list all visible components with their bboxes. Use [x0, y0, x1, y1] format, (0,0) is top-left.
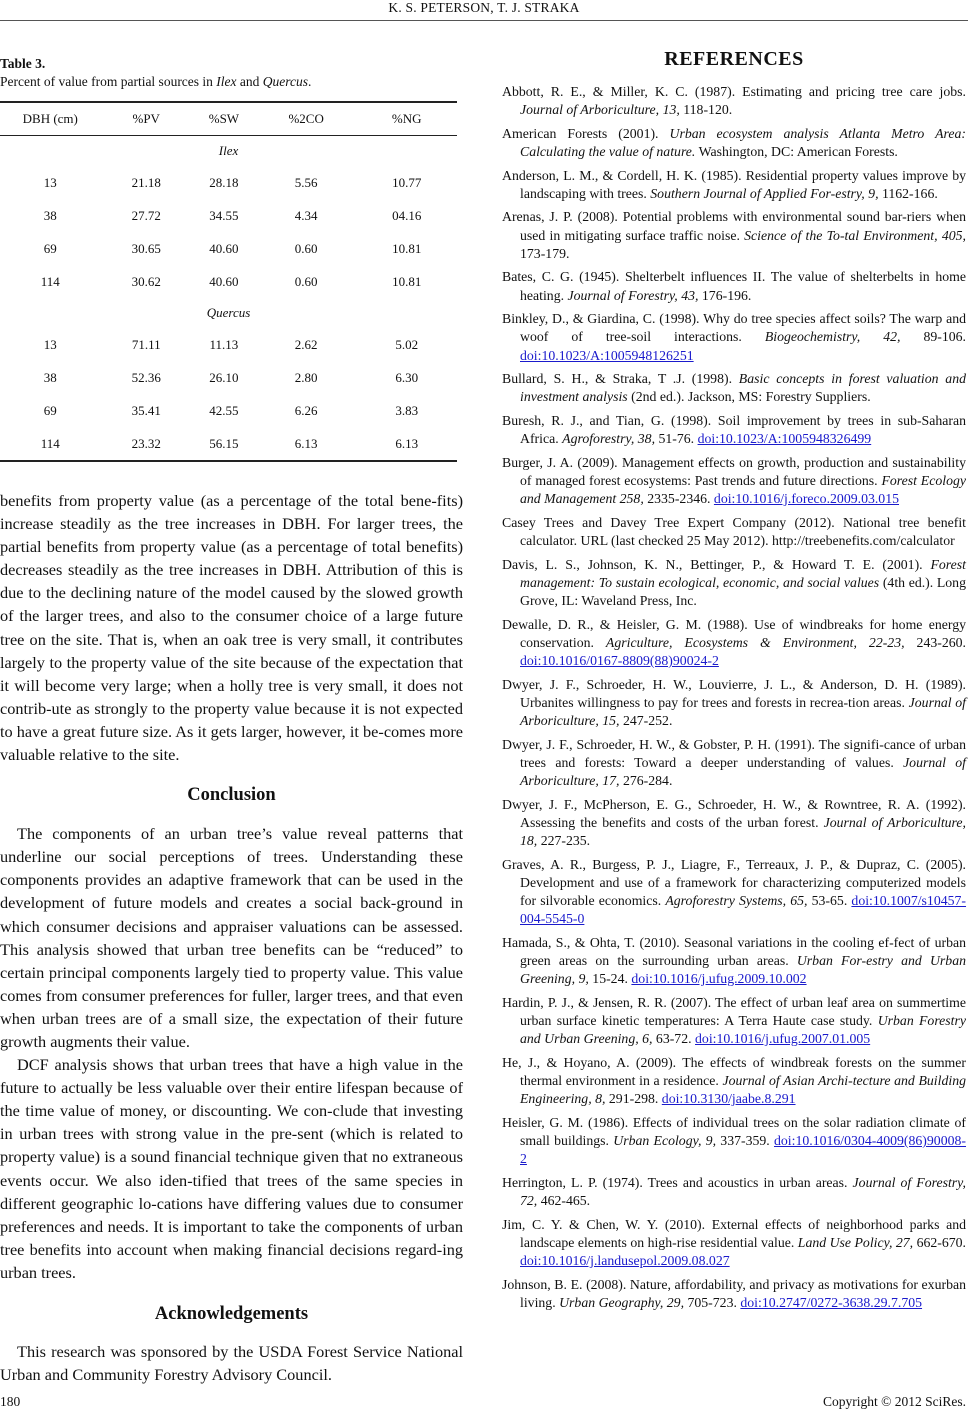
caption-text: Percent of value from partial sources in	[0, 74, 217, 89]
caption-species-quercus: Quercus	[262, 74, 309, 89]
left-column	[0, 55, 463, 1386]
reference-source: Urban Geography, 29,	[559, 1294, 685, 1310]
right-column	[502, 48, 966, 1317]
reference-text: Heisler, G. M. (1986). Effects of individual trees on the solar radiation climate of small buildings.	[502, 1114, 966, 1148]
reference-text: Washington, DC: American Forests.	[695, 144, 898, 159]
caption-and: and	[236, 74, 263, 89]
table-label: Table 3.	[0, 56, 46, 71]
reference-text: 247-252.	[619, 712, 673, 728]
doi-link[interactable]: doi:10.1023/A:1005948326499	[697, 431, 872, 447]
table-header-row	[0, 102, 457, 136]
reference-text: Burger, J. A. (2009). Management effects on growth, production and sustainability of managed forest ecosystems: Past trends and future directions.	[502, 454, 966, 488]
reference-entry	[502, 1174, 966, 1210]
reference-source: Agroforestry Systems, 65,	[665, 892, 808, 908]
reference-source: Biogeochemistry, 42,	[764, 329, 901, 345]
col-header: %NG	[356, 102, 457, 136]
table-cell: 52.36	[131, 369, 161, 385]
table-row	[0, 328, 457, 361]
reference-source: Journal of Asian Archi-tecture and Building Engineering, 8,	[520, 1072, 966, 1107]
body-paragraph: This research was sponsored by the USDA Forest Service National Urban and Community Forestry Advisory Council.	[0, 1342, 463, 1385]
reference-source: Journal of Arboriculture, 17,	[520, 754, 966, 788]
doi-link[interactable]: doi:10.1023/A:1005948126251	[520, 347, 694, 363]
reference-text: Dwyer, J. F., McPherson, E. G., Schroeder, H. W., & Rowntree, R. A. (1992). Assessing the benefits and costs of the urban forest.	[502, 796, 966, 830]
table-cell: 30.62	[131, 273, 161, 289]
reference-source: Forest Ecology and Management 258,	[520, 472, 966, 507]
reference-text: Graves, A. R., Burgess, P. J., Liagre, F., Terreaux, J. P., & Dupraz, C. (2005). Development and use of a framework for characterizing computerized models for silvorable economics.	[502, 856, 966, 908]
reference-entry	[502, 208, 966, 263]
table-row	[0, 427, 457, 461]
reference-entry	[502, 676, 966, 731]
table-cell: 27.72	[131, 207, 161, 223]
table-cell: 40.60	[209, 273, 239, 289]
reference-text: 337-359.	[716, 1132, 774, 1148]
reference-source: Journal of Arboriculture, 18,	[520, 814, 966, 848]
reference-entry	[502, 856, 966, 929]
reference-entry	[502, 454, 966, 509]
reference-text: He, J., & Hoyano, A. (2009). The effects of windbreak forests on the summer thermal environment in a residence.	[502, 1054, 966, 1088]
reference-text: Dewalle, D. R., & Heisler, G. M. (1988). Use of windbreaks for home energy conservation.	[502, 616, 966, 650]
reference-source: Journal of Forestry, 43,	[567, 287, 699, 303]
reference-entry	[502, 268, 966, 304]
body-paragraph: DCF analysis shows that urban trees that have a high value in the future to actually be less valuable over their entire lifespan because of the time value of money, or discounting. We con-clude that investing in urban trees with strong value in the pre-sent (which is related to property value) is a sound financial technique given that no extraneous events occur. We also iden-tified that trees of the same species in different geographic lo-cations have differing values due to consumer preferences and needs. It is important to take the components of urban tree benefits into account when making financial decisions regard-ing urban trees.	[0, 1055, 463, 1282]
body-paragraph: The components of an urban tree’s value reveal patterns that underline our social perceptions of trees. Understanding these components provides an adaptive framework that can be used in the development of future models and creates a social back-ground in which consumer decisions and appraiser valuations can be assessed. This analysis showed that urban tree benefits can be “reduced” to certain principal components largely tied to property value. This value comes from consumer preferences for fuller, larger trees, and that even when urban trees are of a small size, the expectation of their future growth augments their value.	[0, 824, 463, 1051]
reference-entry	[502, 736, 966, 791]
reference-source: Agroforestry, 38,	[562, 431, 656, 447]
header-rule	[0, 20, 968, 21]
table-cell: 6.30	[395, 369, 419, 385]
reference-source: Journal of Arboriculture, 15,	[520, 694, 966, 728]
reference-text: 63-72.	[652, 1031, 696, 1047]
table-cell: 5.56	[294, 174, 318, 190]
table-cell: 10.81	[392, 240, 422, 256]
reference-text: (2nd ed.). Jackson, MS: Forestry Suppliers.	[627, 389, 871, 405]
body-paragraph: benefits from property value (as a percentage of the total bene-fits) increase steadily as the tree increases in DBH. For larger trees, the partial benefits from property value (as a percentage of total benefits) decreases steadily as the tree increases in DBH. Attribution of this is due to the declining nature of the model caused by the slowed growth of the larger trees, and also to the consumer choice of a large future tree on the site. That is, when an oak tree is very small, it contributes largely to the property value of the site because of the expectation that it will become very large; when a holly tree is very small, it does not contrib-ute as strongly to the property value because it is not expected to have a great future size. As it gets larger, however, it be-comes more valuable relative to the site.	[0, 491, 463, 765]
table-row	[0, 394, 457, 427]
species-label: Quercus	[206, 305, 251, 320]
reference-text: Casey Trees and Davey Tree Expert Company (2012). National tree benefit calculator. URL (last checked 25 May 2012). http://treebenefits.com/calculator	[502, 514, 966, 548]
table-body	[0, 136, 457, 462]
reference-text: Bullard, S. H., & Straka, T .J. (1998).	[502, 371, 739, 387]
table-cell: 4.34	[294, 207, 318, 223]
copyright-notice: Copyright © 2012 SciRes.	[822, 1394, 966, 1409]
reference-list	[502, 83, 966, 1312]
reference-text: 118-120.	[679, 102, 733, 118]
reference-entry	[502, 1276, 966, 1312]
reference-entry	[502, 83, 966, 119]
reference-text: Arenas, J. P. (2008). Potential problems with environmental sound bar-riers when used in mitigating surface traffic noise.	[502, 209, 966, 243]
doi-link[interactable]: doi:10.1016/0304-4009(86)90008-2	[520, 1132, 966, 1167]
reference-source: Science of the To-tal Environment, 405,	[744, 227, 966, 243]
value-sources-table	[0, 101, 457, 462]
reference-text: 53-65.	[807, 892, 852, 908]
table-cell: 114	[0, 427, 101, 461]
col-header: %SW	[192, 102, 256, 136]
reference-entry	[502, 310, 966, 365]
reference-text: 176-196.	[698, 287, 752, 303]
reference-text: Davis, L. S., Johnson, K. N., Bettinger, P., & Howard T. E. (2001).	[502, 556, 931, 572]
reference-source: Agriculture, Ecosystems & Environment, 22-23,	[605, 634, 905, 650]
reference-source: Land Use Policy, 27,	[797, 1234, 914, 1250]
table-row	[0, 232, 457, 265]
col-header: DBH (cm)	[0, 102, 101, 136]
table-cell: 35.41	[131, 402, 161, 418]
reference-text: 662-670.	[913, 1234, 967, 1250]
table-cell: 3.83	[395, 402, 419, 418]
table-cell: 13	[43, 174, 57, 190]
table-caption	[0, 55, 463, 91]
doi-link[interactable]: doi:10.1016/0167-8809(88)90024-2	[520, 652, 719, 668]
reference-entry	[502, 412, 966, 448]
references-heading: REFERENCES	[664, 48, 804, 70]
table-cell: 114	[40, 273, 60, 289]
reference-text: Binkley, D., & Giardina, C. (1998). Why do tree species affect soils? The warp and woof of tree-soil interactions.	[502, 311, 966, 345]
reference-text: Anderson, L. M., & Cordell, H. K. (1985). Residential property values improve by landscaping with trees.	[502, 167, 966, 201]
reference-text: 1162-166.	[878, 185, 938, 201]
reference-source: Southern Journal of Applied For-estry, 9,	[650, 185, 879, 201]
table-cell: 23.32	[101, 427, 192, 461]
doi-link[interactable]: doi:10.3130/jaabe.8.291	[661, 1091, 796, 1107]
reference-entry	[502, 616, 966, 671]
reference-text: 2335-2346.	[643, 491, 714, 507]
reference-entry	[502, 167, 966, 203]
reference-text: Hamada, S., & Ohta, T. (2010). Seasonal variations in the cooling ef-fect of urban green areas on the surrounding urban areas.	[502, 934, 966, 968]
reference-entry	[502, 1054, 966, 1109]
reference-source: Journal of Forestry, 72,	[520, 1174, 966, 1208]
doi-link[interactable]: doi:10.2747/0272-3638.29.7.705	[740, 1294, 923, 1310]
table-cell: 2.62	[294, 336, 318, 352]
table-cell: 69	[43, 240, 57, 256]
reference-text: Dwyer, J. F., Schroeder, H. W., & Gobster, P. H. (1991). The signifi-cance of urban trees and forests: Toward a deeper understanding of values.	[502, 736, 966, 770]
table-cell: 56.15	[192, 427, 256, 461]
reference-text: 51-76.	[655, 431, 698, 447]
table-cell: 10.77	[392, 174, 422, 190]
reference-text: 291-298.	[605, 1091, 662, 1107]
table-cell: 11.13	[209, 336, 239, 352]
table-cell: 28.18	[209, 174, 239, 190]
table-cell: 04.16	[392, 207, 422, 223]
reference-text: 243-260.	[904, 634, 966, 650]
caption-species-ilex: Ilex	[216, 74, 237, 89]
reference-text: Hardin, P. J., & Jensen, R. R. (2007). The effect of urban leaf area on summertime urban surface kinetic temperatures: A Terra Haute case study.	[502, 994, 966, 1028]
reference-entry	[502, 556, 966, 611]
table-cell: 38	[43, 369, 57, 385]
reference-text: 227-235.	[537, 832, 591, 848]
reference-text: 705-723.	[684, 1294, 741, 1310]
doi-link[interactable]: doi:10.1016/j.foreco.2009.03.015	[713, 491, 900, 507]
reference-text: 173-179.	[520, 245, 570, 261]
acknowledgements-heading: Acknowledgements	[154, 1304, 309, 1324]
reference-text: Dwyer, J. F., Schroeder, H. W., Louvierre, J. L., & Anderson, D. H. (1989). Urbanites willingness to pay for trees and forests in recrea-tion areas.	[502, 676, 966, 710]
table-cell: 6.26	[294, 402, 318, 418]
reference-entry	[502, 1216, 966, 1271]
reference-source: Urban ecosystem analysis Atlanta Metro Area: Calculating the value of nature.	[520, 125, 966, 159]
table-cell: 6.13	[356, 427, 457, 461]
table-cell: 40.60	[209, 240, 239, 256]
reference-source: Basic concepts in forest valuation and investment analysis	[520, 371, 966, 405]
species-row	[0, 298, 457, 328]
table-cell: 6.13	[256, 427, 357, 461]
table-cell: 26.10	[209, 369, 239, 385]
col-header: %2CO	[256, 102, 357, 136]
table-row	[0, 361, 457, 394]
reference-entry	[502, 994, 966, 1049]
table-cell: 0.60	[294, 240, 318, 256]
reference-entry	[502, 1114, 966, 1169]
running-header: K. S. PETERSON, T. J. STRAKA	[388, 0, 580, 15]
doi-link[interactable]: doi:10.1016/j.landusepol.2009.08.027	[520, 1252, 730, 1268]
doi-link[interactable]: doi:10.1016/j.ufug.2009.10.002	[631, 971, 807, 987]
table-cell: 69	[43, 402, 57, 418]
table-cell: 38	[43, 207, 57, 223]
doi-link[interactable]: doi:10.1016/j.ufug.2007.01.005	[695, 1031, 871, 1047]
reference-text: American Forests (2001).	[502, 125, 670, 141]
table-row	[0, 199, 457, 232]
table-row	[0, 265, 457, 298]
reference-entry	[502, 934, 966, 989]
doi-link[interactable]: doi:10.1007/s10457-004-5545-0	[520, 892, 967, 927]
conclusion-heading: Conclusion	[187, 785, 276, 806]
reference-source: Urban For-estry and Urban Greening, 9,	[520, 952, 966, 987]
reference-text: 89-106.	[900, 329, 966, 345]
reference-text: 15-24.	[588, 971, 632, 987]
species-label: Ilex	[218, 143, 239, 158]
reference-source: Journal of Arboriculture, 13,	[520, 102, 680, 118]
table-cell: 2.80	[294, 369, 318, 385]
table-cell: 5.02	[395, 336, 419, 352]
table-row	[0, 166, 457, 199]
table-cell: 21.18	[131, 174, 161, 190]
reference-entry	[502, 125, 966, 161]
reference-text: Herrington, L. P. (1974). Trees and acoustics in urban areas.	[502, 1174, 853, 1190]
table-cell: 71.11	[131, 336, 161, 352]
reference-text: (4th ed.). Long Grove, IL: Waveland Press, Inc.	[520, 574, 966, 608]
reference-source: Urban Ecology, 9,	[613, 1132, 717, 1148]
reference-entry	[502, 370, 966, 406]
reference-text: Johnson, B. E. (2008). Nature, affordability, and privacy as motivations for exurban living.	[502, 1276, 966, 1310]
table-cell: 10.81	[392, 273, 422, 289]
species-row	[0, 136, 457, 167]
table-cell: 30.65	[131, 240, 161, 256]
reference-text: Abbott, R. E., & Miller, K. C. (1987). Estimating and pricing tree care jobs.	[502, 84, 966, 99]
reference-source: Forest management: To sustain ecological, economic, and social values	[520, 556, 966, 590]
page-number: 180	[0, 1394, 21, 1409]
reference-text: Bates, C. G. (1945). Shelterbelt influences II. The value of shelterbelts in home heating.	[502, 269, 966, 303]
reference-source: Urban Forestry and Urban Greening, 6,	[520, 1012, 967, 1047]
caption-period: .	[308, 74, 312, 89]
table-cell: 34.55	[209, 207, 239, 223]
reference-text: 462-465.	[537, 1192, 591, 1208]
table-cell: 42.55	[209, 402, 239, 418]
col-header: %PV	[101, 102, 192, 136]
table-cell: 13	[43, 336, 57, 352]
reference-text: 276-284.	[619, 772, 673, 788]
reference-text: Jim, C. Y. & Chen, W. Y. (2010). External effects of neighborhood parks and landscape elements on high-rise residential value.	[502, 1216, 966, 1250]
reference-entry	[502, 514, 966, 550]
reference-text: Buresh, R. J., and Tian, G. (1998). Soil improvement by trees in sub-Saharan Africa.	[502, 412, 966, 447]
table-cell: 0.60	[294, 273, 318, 289]
reference-entry	[502, 796, 966, 851]
